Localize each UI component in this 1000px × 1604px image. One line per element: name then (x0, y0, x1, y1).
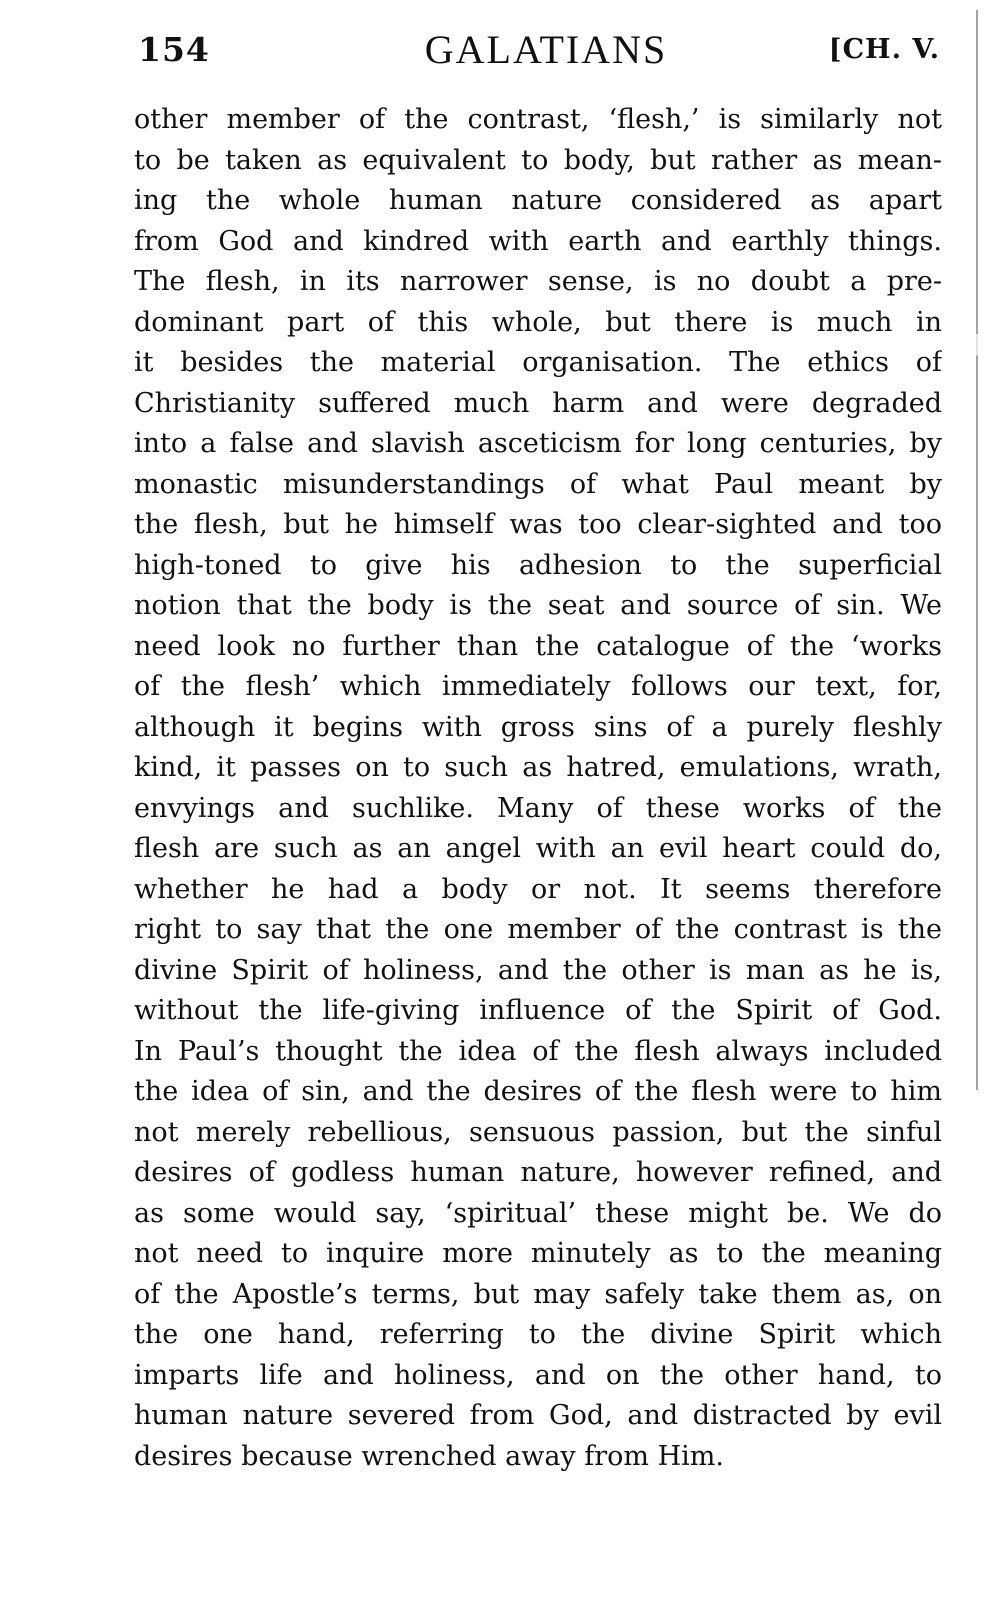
text-line: human nature severed from God, and distracted by evil (134, 1400, 942, 1431)
text-line: to be taken as equivalent to body, but rather as mean- (134, 144, 942, 176)
body-text (134, 100, 942, 1477)
text-line: not need to inquire more minutely as to the meaning (134, 1238, 942, 1269)
text-line: the one hand, referring to the divine Spirit which (134, 1319, 942, 1350)
text-line: of the flesh’ which immediately follows our text, for, (134, 671, 942, 702)
text-line: The flesh, in its narrower sense, is no doubt a pre- (134, 266, 942, 297)
text-line: without the life-giving influence of the Spirit of God. (134, 995, 942, 1026)
text-line: it besides the material organisation. The ethics of (134, 347, 942, 378)
text-line: kind, it passes on to such as hatred, emulations, wrath, (134, 752, 942, 783)
text-line: In Paul’s thought the idea of the flesh always included (134, 1035, 942, 1067)
text-line: dominant part of this whole, but there is much in (134, 306, 942, 338)
page-number: 154 (138, 30, 210, 69)
text-line: the idea of sin, and the desires of the flesh were to him (134, 1076, 942, 1107)
text-line: desires because wrenched away from Him. (134, 1440, 724, 1472)
text-line: high-toned to give his adhesion to the superficial (134, 549, 942, 581)
text-line: Christianity suffered much harm and were degraded (134, 387, 942, 419)
text-line: as some would say, ‘spiritual’ these might be. We do (134, 1197, 942, 1229)
text-line: need look no further than the catalogue of the ‘works (134, 630, 942, 662)
chapter-reference: [CH. V. (828, 34, 940, 65)
text-line: envyings and suchlike. Many of these works of the (134, 792, 942, 824)
text-line: whether he had a body or not. It seems therefore (134, 873, 942, 905)
text-line: the flesh, but he himself was too clear-sighted and too (134, 509, 942, 540)
text-line: divine Spirit of holiness, and the other is man as he is, (134, 954, 942, 986)
text-line: of the Apostle’s terms, but may safely take them as, on (134, 1278, 942, 1310)
text-line: imparts life and holiness, and on the other hand, to (134, 1359, 942, 1391)
text-line: right to say that the one member of the contrast is the (134, 914, 942, 945)
running-title: GALATIANS (424, 27, 668, 72)
text-line: although it begins with gross sins of a purely fleshly (134, 711, 942, 743)
text-line: ing the whole human nature considered as apart (134, 185, 942, 216)
text-line: notion that the body is the seat and source of sin. We (134, 590, 942, 621)
text-line: monastic misunderstandings of what Paul meant by (134, 468, 942, 500)
text-line: other member of the contrast, ‘flesh,’ is similarly not (134, 104, 942, 135)
page-edge-rule (976, 10, 978, 1090)
text-line: flesh are such as an angel with an evil heart could do, (134, 833, 942, 864)
text-line: desires of godless human nature, however refined, and (134, 1157, 942, 1188)
page-header (138, 22, 944, 82)
text-line: from God and kindred with earth and earthly things. (134, 225, 942, 257)
text-line: not merely rebellious, sensuous passion, but the sinful (134, 1116, 942, 1148)
text-line: into a false and slavish asceticism for long centuries, by (134, 428, 942, 459)
